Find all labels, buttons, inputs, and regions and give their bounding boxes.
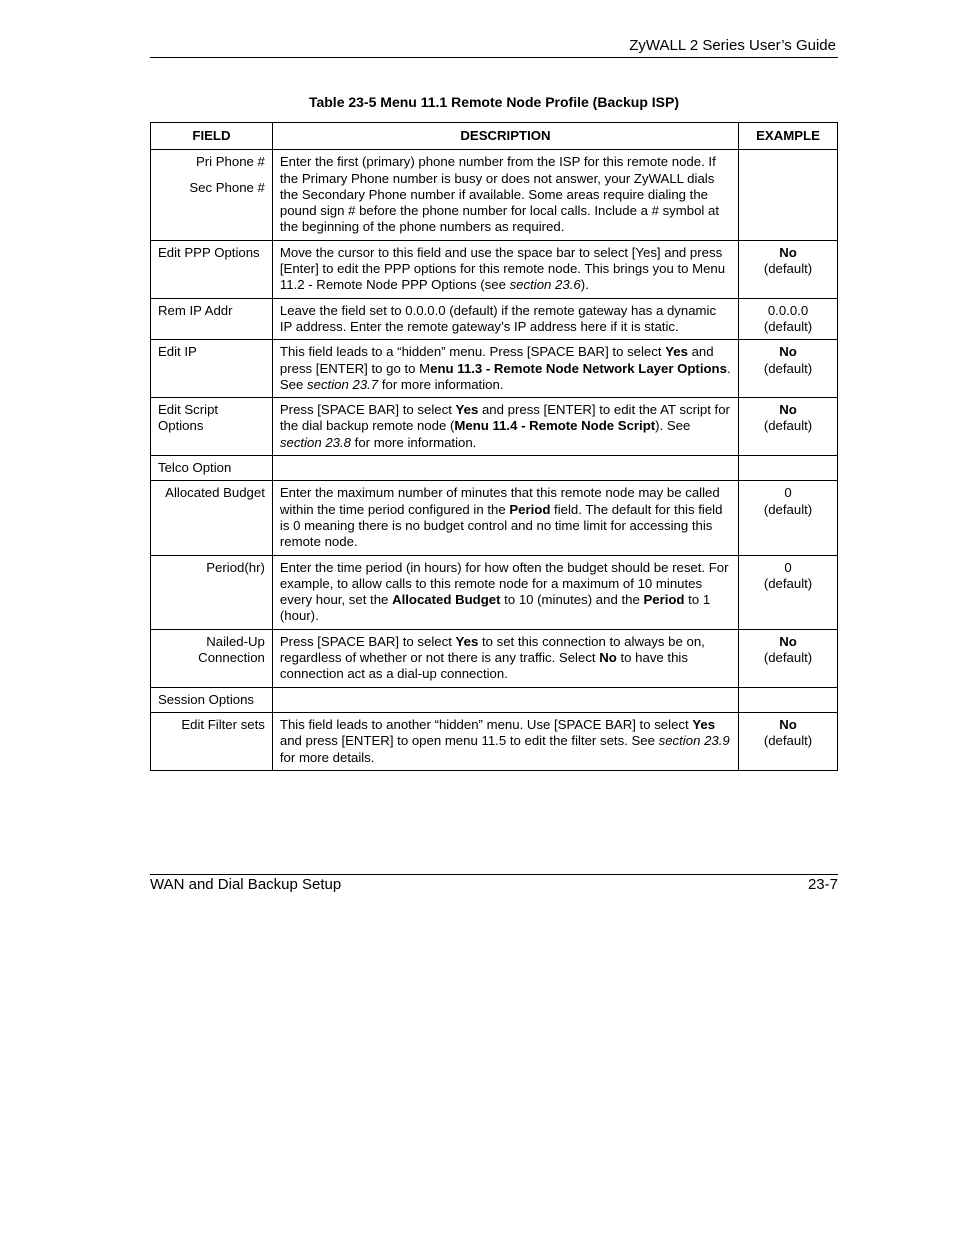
table-row: [151, 240, 838, 298]
emphasis-text: Yes: [665, 344, 688, 360]
description-text: Enter the time period (in hours) for how often the budget should be reset. For example, to allow calls to this remote node for a maximum of 10 minutes every hour, set the: [279, 559, 729, 608]
column-header-field: FIELD: [151, 123, 273, 150]
field-group-name: Telco Option: [151, 456, 273, 481]
column-header-example: EXAMPLE: [739, 123, 838, 150]
table-row: [151, 398, 838, 456]
field-description-table: [150, 122, 838, 771]
emphasis-text: Allocated Budget: [392, 592, 501, 608]
table-header-row: [151, 123, 838, 150]
field-name: Edit PPP Options: [151, 240, 273, 298]
emphasis-text: Period: [509, 501, 551, 517]
description-text: Press [SPACE BAR] to select: [279, 633, 456, 649]
table-row: [151, 150, 838, 240]
field-name-sec-phone: Sec Phone #: [189, 179, 265, 195]
section-reference: section 23.8: [279, 434, 352, 450]
description-text: ).: [580, 277, 589, 293]
field-name: Allocated Budget: [151, 481, 273, 555]
field-name: Edit Filter sets: [151, 712, 273, 770]
example-cell: [739, 340, 838, 398]
field-name: Rem IP Addr: [151, 298, 273, 340]
example-cell: [739, 150, 838, 240]
description-text: to have this connection act as a dial-up connection.: [279, 650, 688, 682]
column-header-description: DESCRIPTION: [272, 123, 738, 150]
description-cell: Leave the field set to 0.0.0.0 (default) if the remote gateway has a dynamic IP address. Enter the remote gateway’s IP address here if it is static.: [272, 298, 738, 340]
footer-page-number: 23-7: [807, 876, 838, 893]
description-cell: [272, 687, 738, 712]
description-cell: [272, 240, 738, 298]
description-text: Enter the maximum number of minutes that this remote node may be called within the time period configured in the: [279, 485, 720, 517]
example-note: (default): [763, 418, 813, 434]
description-cell: [272, 340, 738, 398]
emphasis-text: Yes: [455, 633, 479, 649]
description-cell: [272, 456, 738, 481]
example-note: (default): [763, 360, 813, 376]
example-note: (default): [763, 575, 813, 591]
header-divider: [150, 57, 838, 58]
emphasis-text: No: [599, 650, 617, 666]
example-cell: [739, 240, 838, 298]
description-text: field. The default for this field is 0 meaning there is no budget control and no time limit for accessing this remote node.: [279, 501, 723, 550]
table-row: [151, 340, 838, 398]
description-text: This field leads to another “hidden” menu. Use [SPACE BAR] to select: [279, 716, 693, 732]
table-row: [151, 481, 838, 555]
description-text: for more information.: [351, 434, 477, 450]
description-text: This field leads to a “hidden” menu. Press [SPACE BAR] to select: [279, 344, 666, 360]
example-value: No: [779, 633, 797, 649]
description-text: and press [ENTER] to edit the AT script for the dial backup remote node (: [279, 402, 730, 434]
running-header: ZyWALL 2 Series User’s Guide: [629, 37, 836, 54]
description-cell: [272, 555, 738, 629]
table-row: [151, 712, 838, 770]
description-text: to 1 (hour).: [279, 592, 711, 624]
table-row: [151, 298, 838, 340]
description-text: for more details.: [279, 749, 375, 765]
example-note: (default): [763, 733, 813, 749]
description-text: and press [ENTER] to go to M: [279, 344, 714, 376]
description-cell: [272, 481, 738, 555]
description-text: to set this connection to always be on, regardless of whether or not there is any traffic. Select: [279, 633, 705, 666]
example-value: No: [779, 344, 797, 360]
description-cell: [272, 712, 738, 770]
table-row: [151, 456, 838, 481]
example-value: 0.0.0.0: [767, 302, 809, 318]
example-note: (default): [763, 261, 813, 277]
description-text: . See: [279, 360, 731, 392]
example-note: (default): [763, 501, 813, 517]
menu-reference: Menu 11.4 - Remote Node Script: [454, 418, 656, 434]
example-cell: [739, 398, 838, 456]
emphasis-text: Yes: [692, 716, 716, 732]
menu-reference: enu 11.3 - Remote Node Network Layer Options: [430, 360, 727, 376]
field-name-pri-phone: Pri Phone #: [195, 154, 265, 170]
example-cell: [739, 481, 838, 555]
description-text: and press [ENTER] to open menu 11.5 to edit the filter sets. See: [279, 733, 659, 749]
example-cell: [739, 298, 838, 340]
footer-divider: [150, 874, 838, 875]
emphasis-text: Yes: [455, 402, 479, 418]
field-name: Nailed-Up Connection: [151, 629, 273, 687]
example-cell: [739, 687, 838, 712]
description-text: for more information.: [378, 376, 504, 392]
description-text: Move the cursor to this field and use the space bar to select [Yes] and press [Enter] to edit the PPP options for this remote node. This brings you to Menu 11.2 - Remote Node PPP Options (see: [279, 244, 726, 293]
table-row: [151, 687, 838, 712]
section-reference: section 23.7: [307, 376, 379, 392]
example-value: 0: [784, 485, 792, 501]
example-value: No: [779, 402, 797, 418]
field-name: Period(hr): [151, 555, 273, 629]
section-reference: section 23.6: [509, 277, 581, 293]
description-text: Press [SPACE BAR] to select: [279, 402, 456, 418]
example-note: (default): [763, 650, 813, 666]
description-cell: [272, 629, 738, 687]
example-cell: [739, 555, 838, 629]
table-row: [151, 555, 838, 629]
table-row: [151, 629, 838, 687]
example-note: (default): [763, 318, 813, 334]
example-cell: [739, 712, 838, 770]
field-cell: [151, 150, 273, 240]
description-text: to 10 (minutes) and the: [500, 592, 644, 608]
emphasis-text: Period: [643, 592, 685, 608]
description-cell: Enter the first (primary) phone number from the ISP for this remote node. If the Primary Phone number is busy or does not answer, your ZyWALL dials the Secondary Phone number if available. Some areas require dialing the pound sign # before the phone number for local calls. Include a # symbol at the beginning of the phone numbers as required.: [272, 150, 738, 240]
example-cell: [739, 456, 838, 481]
example-value: No: [779, 716, 797, 732]
table-caption: Table 23-5 Menu 11.1 Remote Node Profile (Backup ISP): [308, 94, 680, 110]
example-cell: [739, 629, 838, 687]
description-cell: [272, 398, 738, 456]
field-group-name: Session Options: [151, 687, 273, 712]
footer-section-title: WAN and Dial Backup Setup: [150, 876, 342, 893]
section-reference: section 23.9: [658, 733, 730, 749]
example-value: No: [779, 244, 797, 260]
field-name: Edit Script Options: [151, 398, 273, 456]
field-name: Edit IP: [151, 340, 273, 398]
description-text: ). See: [655, 418, 691, 434]
example-value: 0: [784, 559, 792, 575]
